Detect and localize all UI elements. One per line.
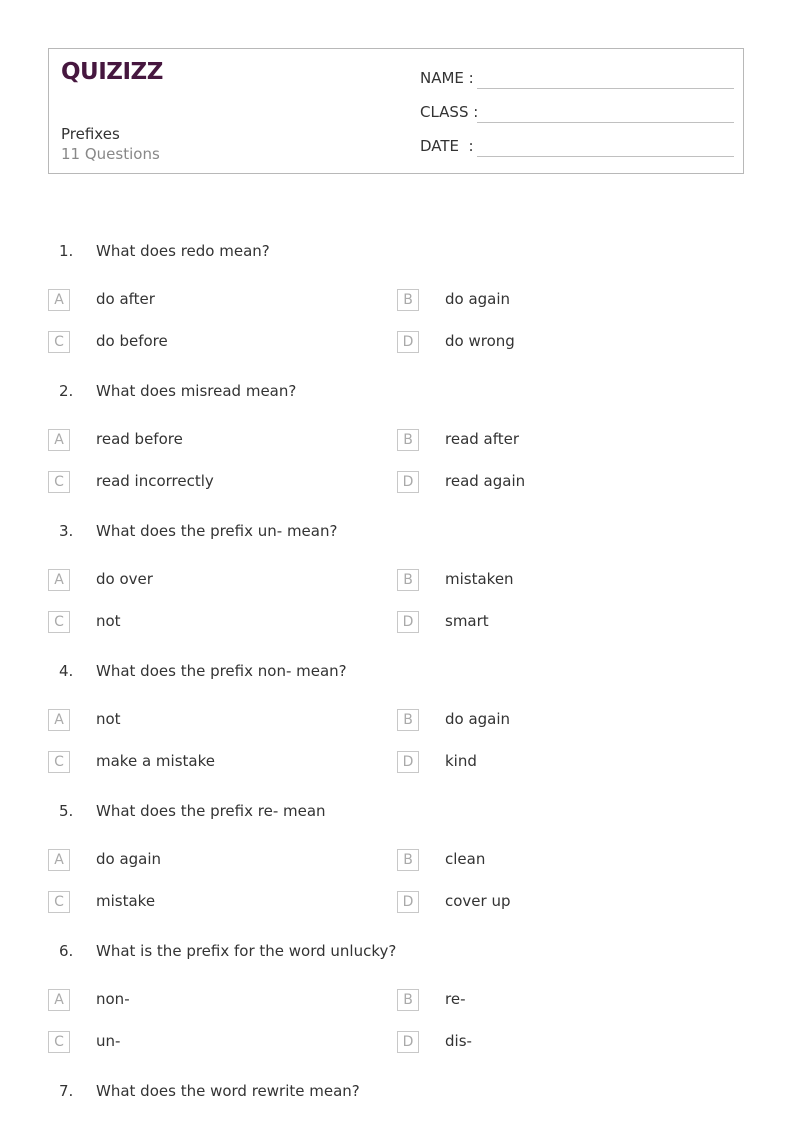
option-letter-box: D xyxy=(397,891,419,913)
option-text: mistake xyxy=(96,892,156,910)
class-label: CLASS : xyxy=(420,103,479,121)
option-letter-box: B xyxy=(397,569,419,591)
option-text: smart xyxy=(445,612,489,630)
name-label: NAME : xyxy=(420,69,474,87)
option-text: make a mistake xyxy=(96,752,215,770)
date-field[interactable] xyxy=(420,133,734,157)
question-text: What does the prefix un- mean? xyxy=(96,522,338,540)
option-letter-box: B xyxy=(397,849,419,871)
worksheet-title: Prefixes xyxy=(61,125,120,143)
option-text: do again xyxy=(445,710,511,728)
option-text: not xyxy=(96,710,121,728)
question-text: What does the prefix non- mean? xyxy=(96,662,347,680)
option-text: read after xyxy=(445,430,520,448)
option-text: do before xyxy=(96,332,168,350)
question-text: What does the prefix re- mean xyxy=(96,802,326,820)
date-line[interactable] xyxy=(477,156,734,157)
option-letter-box: D xyxy=(397,1031,419,1053)
question-number: 1. xyxy=(59,242,74,260)
option-text: do after xyxy=(96,290,155,308)
question-number: 7. xyxy=(59,1082,74,1100)
option-text: not xyxy=(96,612,121,630)
question-number: 2. xyxy=(59,382,74,400)
option-letter-box: B xyxy=(397,289,419,311)
name-field[interactable] xyxy=(420,65,734,89)
question-number: 3. xyxy=(59,522,74,540)
option-letter-box: B xyxy=(397,709,419,731)
question-text: What does misread mean? xyxy=(96,382,297,400)
option-letter-box: A xyxy=(48,429,70,451)
question-count: 11 Questions xyxy=(61,145,160,163)
question-text: What does redo mean? xyxy=(96,242,270,260)
option-text: read incorrectly xyxy=(96,472,214,490)
option-text: do over xyxy=(96,570,153,588)
option-text: dis- xyxy=(445,1032,472,1050)
option-letter-box: A xyxy=(48,709,70,731)
option-letter-box: B xyxy=(397,429,419,451)
option-letter-box: A xyxy=(48,289,70,311)
option-text: non- xyxy=(96,990,130,1008)
option-letter-box: A xyxy=(48,849,70,871)
option-letter-box: C xyxy=(48,891,70,913)
option-text: cover up xyxy=(445,892,511,910)
option-letter-box: D xyxy=(397,471,419,493)
option-letter-box: C xyxy=(48,471,70,493)
option-letter-box: C xyxy=(48,751,70,773)
question-number: 6. xyxy=(59,942,74,960)
option-text: mistaken xyxy=(445,570,514,588)
option-letter-box: C xyxy=(48,331,70,353)
name-line[interactable] xyxy=(477,88,734,89)
option-text: kind xyxy=(445,752,477,770)
option-letter-box: C xyxy=(48,1031,70,1053)
question-text: What does the word rewrite mean? xyxy=(96,1082,360,1100)
worksheet-header xyxy=(48,48,744,174)
option-text: re- xyxy=(445,990,466,1008)
option-text: un- xyxy=(96,1032,121,1050)
question-number: 4. xyxy=(59,662,74,680)
class-line[interactable] xyxy=(477,122,734,123)
option-letter-box: A xyxy=(48,569,70,591)
option-letter-box: A xyxy=(48,989,70,1011)
option-text: do again xyxy=(96,850,162,868)
option-text: read again xyxy=(445,472,526,490)
option-letter-box: D xyxy=(397,751,419,773)
question-number: 5. xyxy=(59,802,74,820)
date-label: DATE : xyxy=(420,137,474,155)
option-letter-box: D xyxy=(397,331,419,353)
question-text: What is the prefix for the word unlucky? xyxy=(96,942,397,960)
class-field[interactable] xyxy=(420,99,734,123)
quizizz-logo: QUIZIZZ xyxy=(61,59,163,85)
option-letter-box: B xyxy=(397,989,419,1011)
option-letter-box: D xyxy=(397,611,419,633)
option-letter-box: C xyxy=(48,611,70,633)
option-text: do wrong xyxy=(445,332,515,350)
option-text: clean xyxy=(445,850,486,868)
option-text: do again xyxy=(445,290,511,308)
option-text: read before xyxy=(96,430,183,448)
